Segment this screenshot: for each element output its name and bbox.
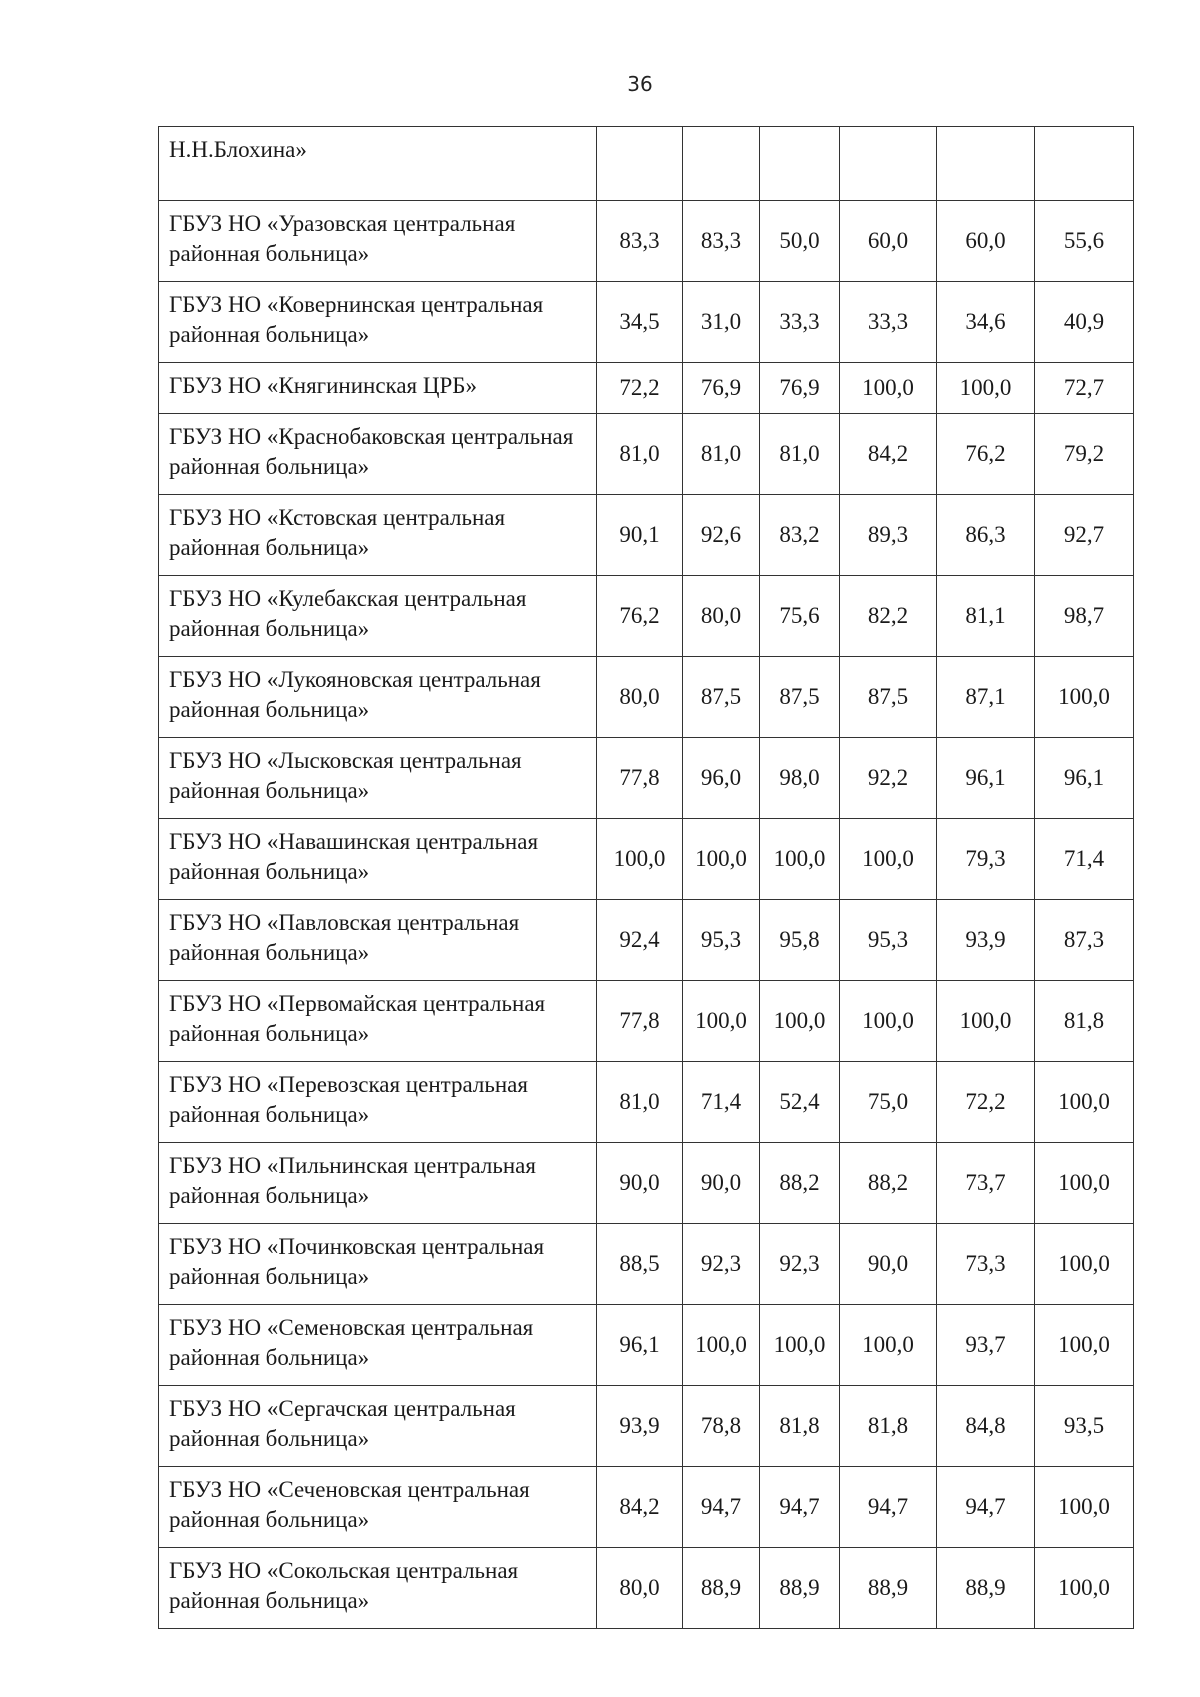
value-cell: 88,5 — [597, 1224, 683, 1305]
table-row — [159, 576, 1134, 657]
value-cell: 81,1 — [937, 576, 1035, 657]
value-cell: 96,1 — [597, 1305, 683, 1386]
value-cell: 76,2 — [597, 576, 683, 657]
value-cell: 81,8 — [1035, 981, 1134, 1062]
value-cell: 83,2 — [760, 495, 840, 576]
value-cell: 100,0 — [760, 819, 840, 900]
value-cell: 77,8 — [597, 981, 683, 1062]
value-cell: 80,0 — [597, 1548, 683, 1629]
value-cell: 96,0 — [683, 738, 760, 819]
value-cell: 100,0 — [937, 363, 1035, 414]
value-cell: 33,3 — [760, 282, 840, 363]
institution-name-cell: ГБУЗ НО «Павловская центральная районная больница» — [159, 900, 597, 981]
value-cell: 81,0 — [760, 414, 840, 495]
value-cell: 87,1 — [937, 657, 1035, 738]
value-cell: 77,8 — [597, 738, 683, 819]
institution-name-cell: Н.Н.Блохина» — [159, 127, 597, 201]
table-row — [159, 1548, 1134, 1629]
value-cell: 95,3 — [683, 900, 760, 981]
institution-name-cell: ГБУЗ НО «Сокольская центральная районная больница» — [159, 1548, 597, 1629]
institution-name-cell: ГБУЗ НО «Сергачская центральная районная больница» — [159, 1386, 597, 1467]
value-cell: 33,3 — [840, 282, 937, 363]
value-cell: 90,1 — [597, 495, 683, 576]
hospital-indicators-table — [158, 126, 1134, 1629]
institution-name-cell: ГБУЗ НО «Лукояновская центральная районная больница» — [159, 657, 597, 738]
value-cell: 81,0 — [597, 1062, 683, 1143]
table-row — [159, 1467, 1134, 1548]
value-cell: 100,0 — [1035, 1305, 1134, 1386]
table-row — [159, 819, 1134, 900]
value-cell: 100,0 — [840, 981, 937, 1062]
institution-name-cell: ГБУЗ НО «Первомайская центральная районная больница» — [159, 981, 597, 1062]
institution-name-cell: ГБУЗ НО «Семеновская центральная районная больница» — [159, 1305, 597, 1386]
value-cell: 94,7 — [840, 1467, 937, 1548]
value-cell: 100,0 — [1035, 657, 1134, 738]
value-cell: 34,6 — [937, 282, 1035, 363]
value-cell: 76,9 — [683, 363, 760, 414]
value-cell: 90,0 — [840, 1224, 937, 1305]
institution-name-cell: ГБУЗ НО «Пильнинская центральная районная больница» — [159, 1143, 597, 1224]
value-cell: 82,2 — [840, 576, 937, 657]
institution-name-cell: ГБУЗ НО «Кулебакская центральная районная больница» — [159, 576, 597, 657]
value-cell: 34,5 — [597, 282, 683, 363]
value-cell: 81,8 — [760, 1386, 840, 1467]
value-cell: 87,5 — [760, 657, 840, 738]
value-cell: 89,3 — [840, 495, 937, 576]
value-cell: 93,5 — [1035, 1386, 1134, 1467]
value-cell: 73,7 — [937, 1143, 1035, 1224]
institution-name-cell: ГБУЗ НО «Навашинская центральная районная больница» — [159, 819, 597, 900]
value-cell: 40,9 — [1035, 282, 1134, 363]
value-cell: 31,0 — [683, 282, 760, 363]
value-cell: 76,9 — [760, 363, 840, 414]
value-cell: 100,0 — [1035, 1548, 1134, 1629]
institution-name-cell: ГБУЗ НО «Княгининская ЦРБ» — [159, 363, 597, 414]
value-cell: 93,7 — [937, 1305, 1035, 1386]
institution-name-cell: ГБУЗ НО «Краснобаковская центральная районная больница» — [159, 414, 597, 495]
value-cell — [760, 127, 840, 201]
value-cell: 98,0 — [760, 738, 840, 819]
value-cell — [1035, 127, 1134, 201]
value-cell: 73,3 — [937, 1224, 1035, 1305]
value-cell: 60,0 — [840, 201, 937, 282]
value-cell: 60,0 — [937, 201, 1035, 282]
table-row — [159, 1386, 1134, 1467]
value-cell: 100,0 — [760, 1305, 840, 1386]
table-row — [159, 1143, 1134, 1224]
institution-name-cell: ГБУЗ НО «Кстовская центральная районная больница» — [159, 495, 597, 576]
value-cell: 96,1 — [937, 738, 1035, 819]
value-cell: 76,2 — [937, 414, 1035, 495]
value-cell: 72,7 — [1035, 363, 1134, 414]
institution-name-cell: ГБУЗ НО «Починковская центральная районная больница» — [159, 1224, 597, 1305]
value-cell: 81,0 — [683, 414, 760, 495]
value-cell: 88,2 — [840, 1143, 937, 1224]
value-cell: 87,5 — [683, 657, 760, 738]
table-row — [159, 1305, 1134, 1386]
value-cell: 100,0 — [1035, 1062, 1134, 1143]
value-cell: 93,9 — [597, 1386, 683, 1467]
value-cell: 94,7 — [683, 1467, 760, 1548]
value-cell: 88,9 — [683, 1548, 760, 1629]
value-cell: 92,7 — [1035, 495, 1134, 576]
value-cell: 100,0 — [597, 819, 683, 900]
value-cell: 83,3 — [597, 201, 683, 282]
table-row — [159, 1062, 1134, 1143]
value-cell: 81,8 — [840, 1386, 937, 1467]
value-cell: 94,7 — [937, 1467, 1035, 1548]
value-cell: 87,5 — [840, 657, 937, 738]
value-cell: 52,4 — [760, 1062, 840, 1143]
table-row — [159, 201, 1134, 282]
value-cell: 88,9 — [760, 1548, 840, 1629]
value-cell: 100,0 — [683, 819, 760, 900]
value-cell: 83,3 — [683, 201, 760, 282]
value-cell: 79,2 — [1035, 414, 1134, 495]
value-cell: 80,0 — [683, 576, 760, 657]
value-cell: 96,1 — [1035, 738, 1134, 819]
value-cell: 75,6 — [760, 576, 840, 657]
table-row — [159, 414, 1134, 495]
value-cell: 100,0 — [1035, 1224, 1134, 1305]
value-cell: 88,9 — [840, 1548, 937, 1629]
value-cell: 94,7 — [760, 1467, 840, 1548]
value-cell: 71,4 — [683, 1062, 760, 1143]
value-cell: 80,0 — [597, 657, 683, 738]
institution-name-cell: ГБУЗ НО «Ковернинская центральная районная больница» — [159, 282, 597, 363]
value-cell: 90,0 — [683, 1143, 760, 1224]
value-cell: 92,6 — [683, 495, 760, 576]
table-row — [159, 981, 1134, 1062]
value-cell: 72,2 — [937, 1062, 1035, 1143]
value-cell: 92,2 — [840, 738, 937, 819]
value-cell: 81,0 — [597, 414, 683, 495]
institution-name-cell: ГБУЗ НО «Перевозская центральная районная больница» — [159, 1062, 597, 1143]
value-cell: 100,0 — [1035, 1143, 1134, 1224]
value-cell: 92,4 — [597, 900, 683, 981]
value-cell: 79,3 — [937, 819, 1035, 900]
table-row — [159, 657, 1134, 738]
value-cell: 95,3 — [840, 900, 937, 981]
table-body — [159, 127, 1134, 1629]
value-cell: 50,0 — [760, 201, 840, 282]
table-row — [159, 363, 1134, 414]
value-cell — [937, 127, 1035, 201]
value-cell: 100,0 — [840, 363, 937, 414]
value-cell: 93,9 — [937, 900, 1035, 981]
value-cell: 100,0 — [683, 981, 760, 1062]
institution-name-cell: ГБУЗ НО «Уразовская центральная районная больница» — [159, 201, 597, 282]
value-cell: 86,3 — [937, 495, 1035, 576]
value-cell: 88,2 — [760, 1143, 840, 1224]
value-cell: 84,8 — [937, 1386, 1035, 1467]
value-cell: 78,8 — [683, 1386, 760, 1467]
value-cell: 100,0 — [840, 819, 937, 900]
page-number: 36 — [627, 72, 653, 96]
value-cell — [683, 127, 760, 201]
value-cell: 100,0 — [937, 981, 1035, 1062]
institution-name-cell: ГБУЗ НО «Лысковская центральная районная больница» — [159, 738, 597, 819]
value-cell: 87,3 — [1035, 900, 1134, 981]
value-cell: 71,4 — [1035, 819, 1134, 900]
table-row — [159, 127, 1134, 201]
value-cell — [597, 127, 683, 201]
value-cell: 98,7 — [1035, 576, 1134, 657]
value-cell: 88,9 — [937, 1548, 1035, 1629]
value-cell: 100,0 — [760, 981, 840, 1062]
value-cell: 100,0 — [683, 1305, 760, 1386]
value-cell: 92,3 — [760, 1224, 840, 1305]
value-cell: 55,6 — [1035, 201, 1134, 282]
table-row — [159, 900, 1134, 981]
value-cell: 75,0 — [840, 1062, 937, 1143]
table-row — [159, 1224, 1134, 1305]
value-cell: 92,3 — [683, 1224, 760, 1305]
value-cell: 100,0 — [1035, 1467, 1134, 1548]
value-cell: 84,2 — [840, 414, 937, 495]
value-cell: 84,2 — [597, 1467, 683, 1548]
table-row — [159, 738, 1134, 819]
table-row — [159, 282, 1134, 363]
value-cell — [840, 127, 937, 201]
value-cell: 72,2 — [597, 363, 683, 414]
table-row — [159, 495, 1134, 576]
value-cell: 95,8 — [760, 900, 840, 981]
value-cell: 90,0 — [597, 1143, 683, 1224]
value-cell: 100,0 — [840, 1305, 937, 1386]
institution-name-cell: ГБУЗ НО «Сеченовская центральная районная больница» — [159, 1467, 597, 1548]
